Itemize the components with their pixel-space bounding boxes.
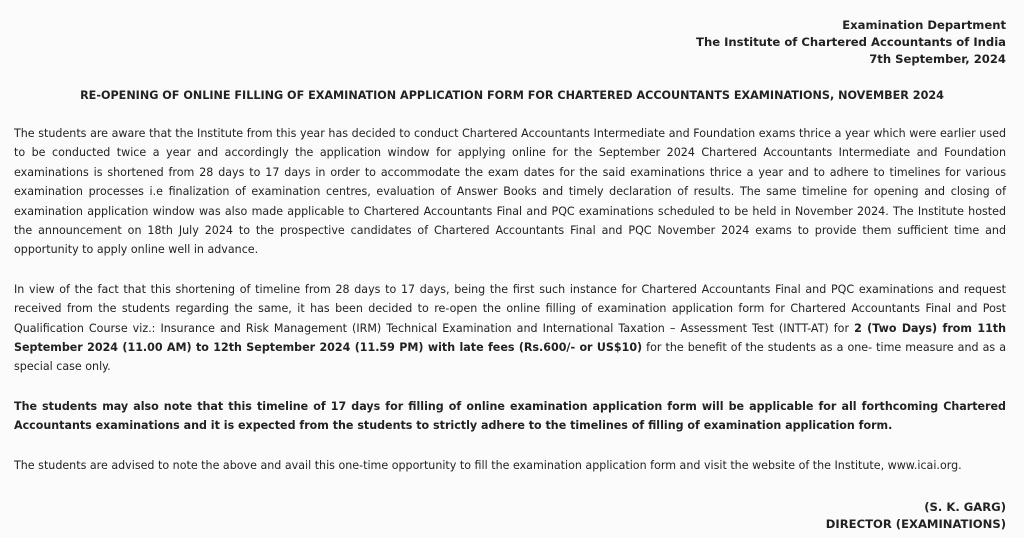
signatory-name: (S. K. GARG) [924,500,1006,514]
signatory-designation: DIRECTOR (EXAMINATIONS) [825,517,1006,531]
institute-name: The Institute of Chartered Accountants of India [696,35,1006,49]
paragraph-timeline-notice: The students may also note that this timeline of 17 days for filling of online examination application form will be applicable for all forthcoming Chartered Accountants examinations and it is expected from the students to strictly adhere to the timelines of filling of examination application form. [14,399,1006,433]
paragraph-background: The students are aware that the Institute from this year has decided to conduct Chartered Accountants Intermediate and Foundation exams thrice a year which were earlier used to be conducted twice a year and accordingly the application window for applying online for the September 2024 Chartered Accountants Intermediate and Foundation examinations is shortened from 28 days to 17 days in order to accommodate the exam dates for the said examinations thrice a year and to adhere to timelines for various examination processes i.e finalization of examination centres, evaluation of Answer Books and timely declaration of results. The same timeline for opening and closing of examination application window was also made applicable to Chartered Accountants Final and PQC examinations scheduled to be held in November 2024. The Institute hosted the announcement on 18th July 2024 to the prospective candidates of Chartered Accountants Final and PQC November 2024 exams to provide them sufficient time and opportunity to apply online well in advance. [14,127,1006,257]
signature-block [826,499,1006,533]
notice-date: 7th September, 2024 [869,52,1006,66]
paragraph-advice: The students are advised to note the above and avail this one-time opportunity to fill the examination application form and visit the website of the Institute, www.icai.org. [14,458,962,472]
notice-title: RE-OPENING OF ONLINE FILLING OF EXAMINATION APPLICATION FORM FOR CHARTERED ACCOUNTANTS EXAMINATIONS, NOVEMBER 2024 [80,89,944,102]
letterhead [14,17,1006,68]
reopening-dates-highlight: 2 (Two Days) from 11th September 2024 (11.00 AM) to 12th September 2024 (11.59 PM) with late fees (Rs.600/- or US$10) [14,321,1006,355]
paragraph-reopening-text-start: In view of the fact that this shortening of timeline from 28 days to 17 days, being the first such instance for Chartered Accountants Final and PQC examinations and request received from the students regarding the same, it has been decided to re-open the online filling of examination application form for Chartered Accountants Final and Post Qualification Course viz.: Insurance and Risk Management (IRM) Technical Examination and International Taxation – Assessment Test (INTT-AT) for [14,282,1006,335]
department-name: Examination Department [842,18,1006,32]
paragraph-reopening-decision [14,280,1006,377]
paragraph-reopening-text-end: for the benefit of the students as a one- time measure and as a special case only. [14,341,1006,374]
